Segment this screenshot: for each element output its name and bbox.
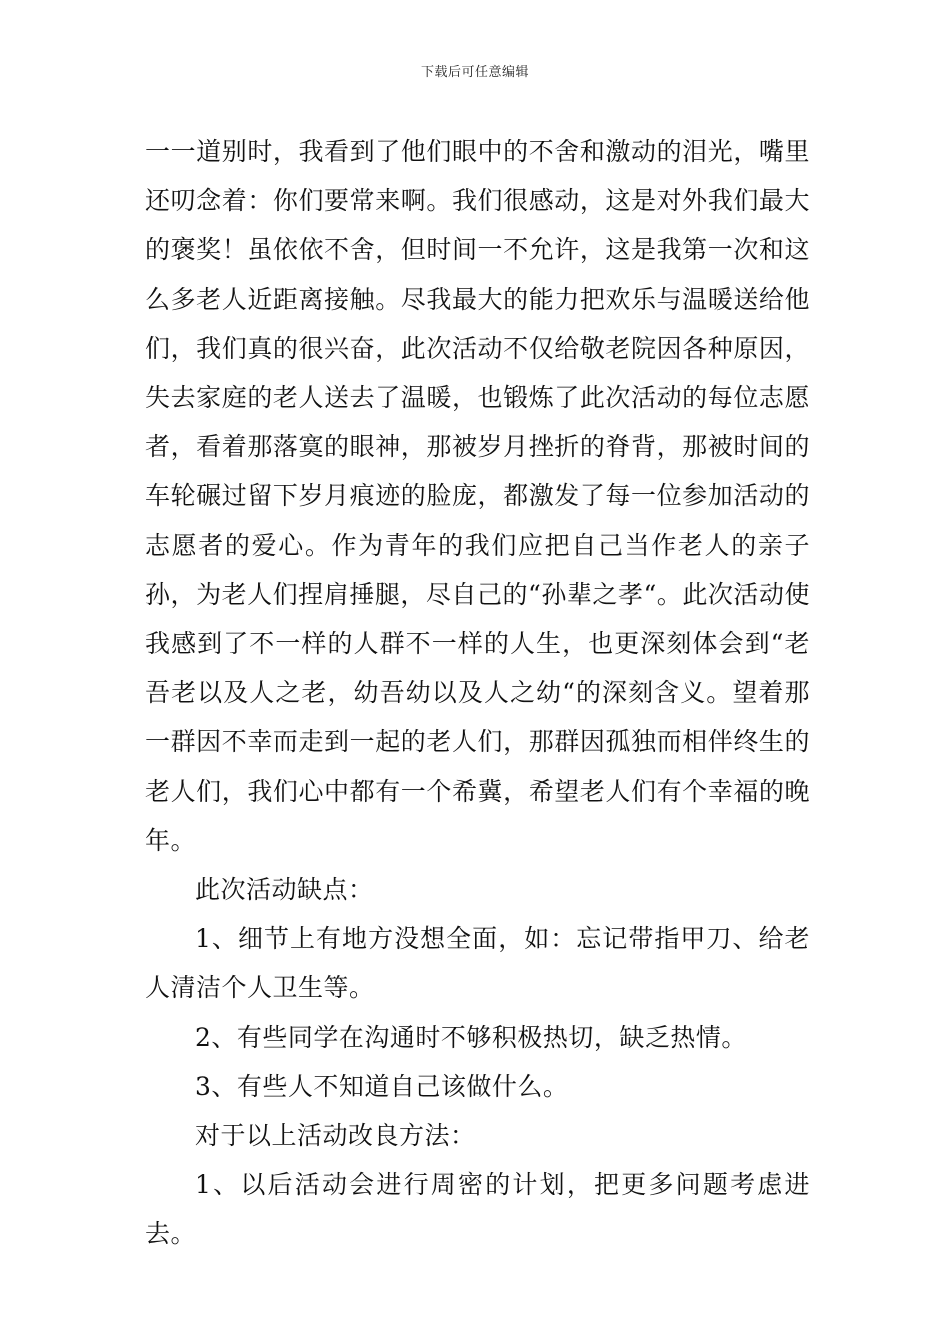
paragraph-reflection: 一一道别时，我看到了他们眼中的不舍和激动的泪光，嘴里还叨念着：你们要常来啊。我们很感动，这是对外我们最大的褒奖！虽依依不舍，但时间一不允许，这是我第一次和这么多老人近距离接触。尽我最大的能力把欢乐与温暖送给他们，我们真的很兴奋，此次活动不仅给敬老院因各种原因，失去家庭的老人送去了温暖，也锻炼了此次活动的每位志愿者，看着那落寞的眼神，那被岁月挫折的脊背，那被时间的车轮碾过留下岁月痕迹的脸庞，都激发了每一位参加活动的志愿者的爱心。作为青年的我们应把自己当作老人的亲子孙，为老人们捏肩捶腿，尽自己的“孙辈之孝“。此次活动使我感到了不一样的人群不一样的人生，也更深刻体会到“老吾老以及人之老，幼吾幼以及人之幼“的深刻含义。望着那一群因不幸而走到一起的老人们，那群因孤独而相伴终生的老人们，我们心中都有一个希冀，希望老人们有个幸福的晚年。 — [145, 137, 810, 855]
paragraph-shortcoming-2: 2、有些同学在沟通时不够积极热切，缺乏热情。 — [195, 1022, 747, 1052]
paragraph-improvements-heading: 对于以上活动改良方法： — [195, 1121, 476, 1151]
paragraph-shortcomings-heading: 此次活动缺点： — [195, 875, 374, 905]
paragraph-improvement-1: 1、以后活动会进行周密的计划，把更多问题考虑进去。 — [145, 1170, 810, 1249]
paragraph-shortcoming-3: 3、有些人不知道自己该做什么。 — [195, 1071, 569, 1101]
document-body — [145, 127, 810, 1259]
page-header: 下载后可任意编辑 — [420, 65, 529, 80]
paragraph-shortcoming-1: 1、细节上有地方没想全面，如：忘记带指甲刀、给老人清洁个人卫生等。 — [145, 924, 810, 1003]
